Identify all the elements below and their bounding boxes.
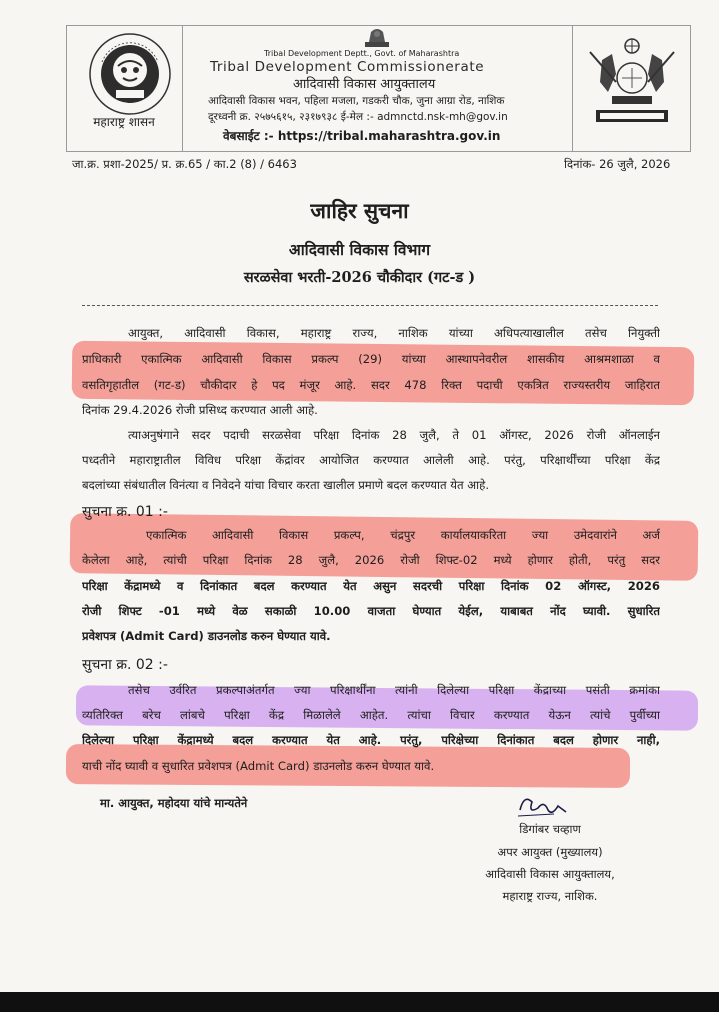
- bottom-bar: [0, 992, 719, 1012]
- approval-note: मा. आयुक्त, महोदया यांचे मान्यतेने: [100, 796, 248, 810]
- tribal-department-seal-icon: [88, 32, 172, 116]
- letterhead-title-mr: आदिवासी विकास आयुक्तालय: [293, 77, 436, 92]
- notice-1-line: रोजी शिफ्ट -01 मध्ये वेळ सकाळी 10.00 वाजता घेण्यात येईल, याबाबत नोंद घ्यावी. सुधारित: [82, 604, 660, 618]
- body-line: बदलांच्या संबंधातील विनंत्या व निवेदने यांचा विचार करता खालील प्रमाणे बदल करण्यात येत आहे.: [82, 478, 490, 492]
- body-line: प्राधिकारी एकात्मिक आदिवासी विकास प्रकल्प (29) यांच्या आस्थापनेवरील शासकीय आश्रमशाळा व: [82, 352, 660, 366]
- letterhead-website: वेबसाईट :- https://tribal.maharashtra.gov.in: [223, 129, 501, 143]
- signatory-name: डिगांबर चव्हाण: [519, 822, 581, 836]
- notice-2-heading: सुचना क्र. 02 :-: [82, 657, 168, 673]
- notice-2-line: याची नोंद घ्यावी व सुधारित प्रवेशपत्र (Admit Card) डाउनलोड करुन घेण्यात यावे.: [82, 759, 435, 773]
- letterhead-phone-email: दूरध्वनी क्र. २५७५६१५, २३१७९३८ ई-मेल :- admnctd.nsk-mh@gov.in: [208, 111, 508, 123]
- signatory-office: आदिवासी विकास आयुक्तालय,: [485, 867, 615, 881]
- body-line: दिनांक 29.4.2026 रोजी प्रसिध्द करण्यात आली आहे.: [82, 403, 318, 417]
- signatory-designation: अपर आयुक्त (मुख्यालय): [497, 845, 603, 859]
- notice-1-heading: सुचना क्र. 01 :-: [82, 504, 168, 520]
- reference-date: दिनांक- 26 जुलै, 2026: [564, 157, 671, 171]
- signatory-place: महाराष्ट्र राज्य, नाशिक.: [502, 889, 598, 903]
- seal-left-label: महाराष्ट्र शासन: [93, 115, 155, 129]
- tribal-emblem-icon: [582, 32, 682, 130]
- letterhead-title-en: Tribal Development Commissionerate: [210, 59, 485, 75]
- body-line: त्याअनुषंगाने सदर पदाची सरळसेवा परिक्षा दिनांक 28 जुलै, ते 01 ऑगस्ट, 2026 रोजी ऑनलाईन: [128, 428, 660, 442]
- notice-2-line: तसेच उर्वरित प्रकल्पाअंतर्गत ज्या परिक्षार्थींना त्यांनी दिलेल्या परिक्षा केंद्राच्या पसंती क्रमांका: [128, 683, 660, 697]
- body-line: वसतिगृहातील (गट-ड) चौकीदार हे पद मंजूर आहे. सदर 478 रिक्त पदाची एकत्रित राज्यस्तरीय जाहिरात: [82, 378, 660, 392]
- department-heading: आदिवासी विकास विभाग: [288, 240, 431, 259]
- highlight-mark-red: [72, 341, 695, 406]
- national-emblem-icon: [357, 26, 397, 50]
- post-heading: सरळसेवा भरती-2026 चौकीदार (गट-ड ): [243, 269, 476, 286]
- reference-number: जा.क्र. प्रशा-2025/ प्र. क्र.65 / का.2 (8) / 6463: [72, 157, 297, 171]
- notice-1-line: एकात्मिक आदिवासी विकास प्रकल्प, चंद्रपुर कार्यालयाकरिता ज्या उमेदवारांने अर्ज: [146, 528, 660, 542]
- notice-1-line: प्रवेशपत्र (Admit Card) डाउनलोड करुन घेण्यात यावे.: [82, 629, 331, 643]
- letterhead-divider: [572, 25, 573, 152]
- notice-2-line: दिलेल्या परिक्षा केंद्रामध्ये बदल करण्यात येत आहे. परंतु, परिक्षेच्या दिनांकात बदल होणार नाही,: [82, 733, 660, 747]
- body-line: पध्दतीने महाराष्ट्रातील विविध परिक्षा केंद्रांवर आयोजित करण्यात आलेली आहे. परंतु, परिक्षार्थींच्या परिक्षा केंद्र: [82, 453, 660, 467]
- notice-1-line: केलेला आहे, त्यांची परिक्षा दिनांक 28 जुलै, 2026 रोजी शिफ्ट-02 मध्ये होणार होती, परंतु सदर: [82, 553, 660, 567]
- letterhead-address: आदिवासी विकास भवन, पहिला मजला, गडकरी चौक, जुना आग्रा रोड, नाशिक: [208, 95, 505, 107]
- highlight-mark-red: [70, 513, 699, 581]
- letterhead-dept: Tribal Development Deptt., Govt. of Maharashtra: [264, 49, 460, 58]
- signature-mark: [514, 790, 574, 820]
- notice-1-line: परिक्षा केंद्रामध्ये व दिनांकात बदल करण्यात येत असुन सदरची परिक्षा दिनांक 02 ऑगस्ट, 2026: [82, 579, 660, 593]
- body-line: आयुक्त, आदिवासी विकास, महाराष्ट्र राज्य, नाशिक यांच्या अधिपत्याखालील तसेच नियुक्ती: [128, 326, 660, 340]
- notice-heading: जाहिर सुचना: [310, 198, 409, 223]
- notice-2-line: व्यतिरिक्त बरेच लांबचे परिक्षा केंद्र मिळालेले आहेत. त्यांचा विचार करण्यात येऊन त्यांचे पुर्वीच्या: [82, 708, 660, 722]
- letterhead-divider: [182, 25, 183, 152]
- dashed-divider: [82, 305, 658, 306]
